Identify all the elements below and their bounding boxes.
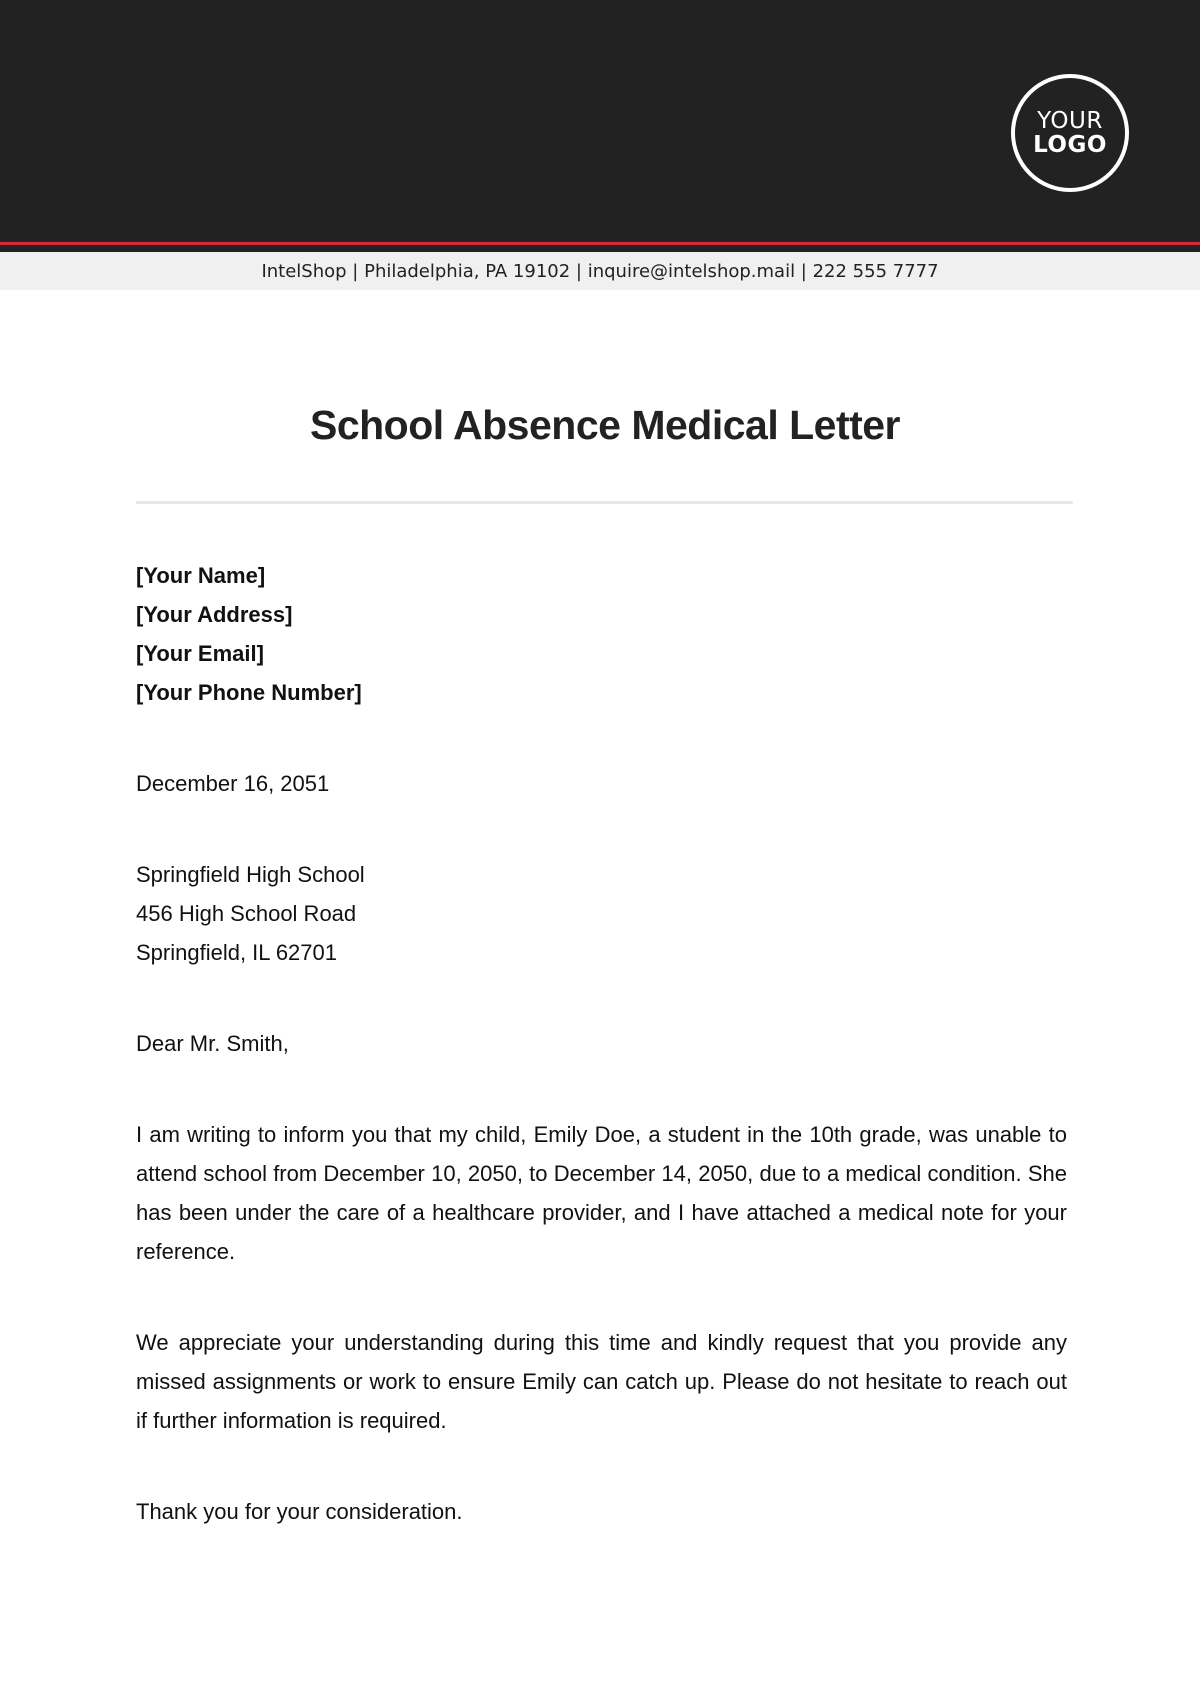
recipient-block bbox=[136, 855, 1067, 972]
logo-text-top: YOUR bbox=[1037, 108, 1103, 134]
letter-body bbox=[136, 556, 1067, 1531]
sender-block bbox=[136, 556, 1067, 712]
sender-phone: [Your Phone Number] bbox=[136, 680, 362, 705]
sender-email: [Your Email] bbox=[136, 641, 264, 666]
sender-name: [Your Name] bbox=[136, 563, 266, 588]
letter-title: School Absence Medical Letter bbox=[309, 402, 901, 448]
body-paragraph-1: I am writing to inform you that my child, Emily Doe, a student in the 10th grade, was unable to attend school from December 10, 2050, to December 14, 2050, due to a medical condition. She has been under the care of a healthcare provider, and I have attached a medical note for your reference. bbox=[136, 1122, 1067, 1264]
company-contact-bar bbox=[0, 252, 1200, 290]
letter-date: December 16, 2051 bbox=[136, 771, 330, 796]
recipient-city: Springfield, IL 62701 bbox=[136, 940, 337, 965]
salutation: Dear Mr. Smith, bbox=[136, 1031, 289, 1056]
logo-text-bottom: LOGO bbox=[1033, 132, 1107, 158]
recipient-school: Springfield High School bbox=[136, 862, 365, 887]
title-divider bbox=[136, 501, 1073, 504]
recipient-street: 456 High School Road bbox=[136, 901, 357, 926]
sender-address: [Your Address] bbox=[136, 602, 293, 627]
closing-line: Thank you for your consideration. bbox=[136, 1499, 463, 1524]
company-contact-text: IntelShop | Philadelphia, PA 19102 | inquire@intelshop.mail | 222 555 7777 bbox=[261, 260, 939, 282]
company-logo bbox=[1011, 74, 1129, 192]
header-lower-band bbox=[0, 245, 1200, 252]
body-paragraph-2: We appreciate your understanding during this time and kindly request that you provide any missed assignments or work to ensure Emily can catch up. Please do not hesitate to reach out if further information is required. bbox=[136, 1330, 1067, 1433]
